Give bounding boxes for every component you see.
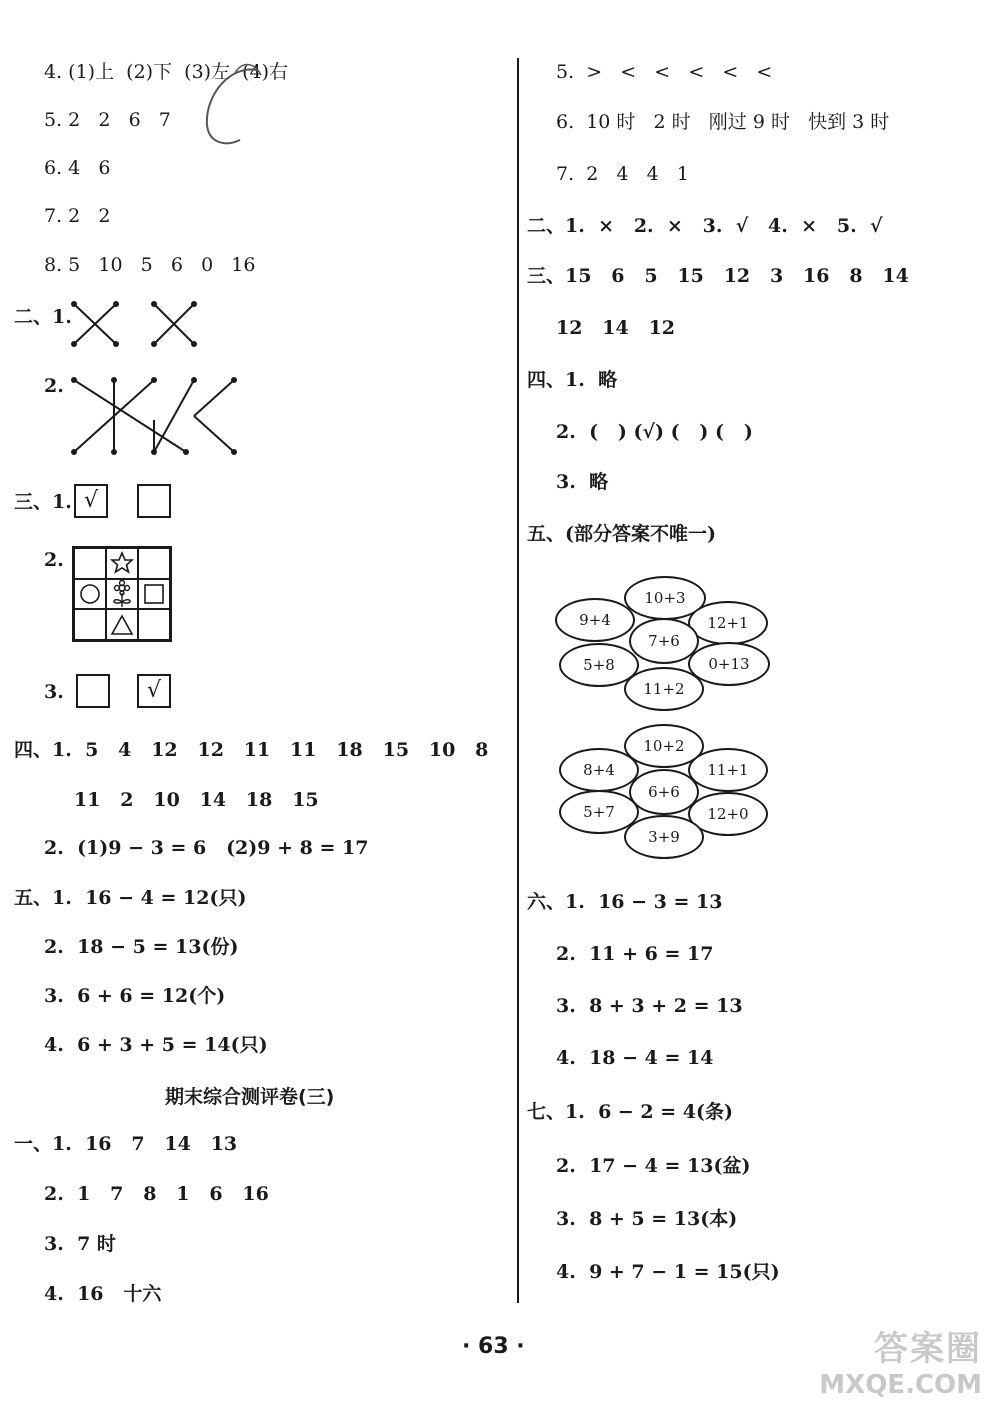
answer-line: 5. 2 2 6 7: [44, 109, 171, 131]
matching-lines-1: [66, 296, 206, 350]
answer-line: 四、1. 5 4 12 12 11 11 18 15 10 8: [14, 739, 489, 761]
pen-scribble: [195, 55, 275, 155]
flower-center: 6+6: [629, 769, 699, 815]
answer-line: 四、1. 略: [527, 369, 618, 391]
section-label: 二、1.: [14, 306, 72, 328]
answer-line: 2. ( ) (√) ( ) ( ): [556, 421, 753, 443]
flower-petal-top: 10+3: [624, 576, 706, 620]
answer-box-checked: √: [137, 674, 171, 708]
flower-petal-bottom: 11+2: [624, 667, 704, 711]
flower-petal-upper-right: 11+1: [688, 748, 768, 792]
answer-line: 4. 6 + 3 + 5 = 14(只): [44, 1034, 268, 1056]
column-divider: [517, 58, 519, 1303]
answer-line: 一、1. 16 7 14 13: [14, 1133, 238, 1155]
flower-petal-bottom: 3+9: [624, 815, 704, 859]
flower-petal-upper-left: 9+4: [555, 598, 635, 642]
square-icon: [143, 583, 165, 605]
answer-line: 3. 6 + 6 = 12(个): [44, 985, 226, 1007]
matching-lines-2: [66, 370, 246, 460]
answer-line: 8. 5 10 5 6 0 16: [44, 254, 256, 276]
answer-line: 3. 8 + 5 = 13(本): [556, 1208, 738, 1230]
answer-line: 7. 2 2: [44, 205, 111, 227]
answer-line: 2. 18 − 5 = 13(份): [44, 936, 239, 958]
star-icon: [110, 551, 134, 575]
grid-cell: [74, 579, 106, 610]
answer-line: 七、1. 6 − 2 = 4(条): [527, 1101, 734, 1123]
position-grid: [72, 546, 172, 642]
grid-cell: [74, 609, 106, 640]
answer-line: 12 14 12: [556, 317, 676, 339]
answer-box-empty: [76, 674, 110, 708]
answer-line: 2. (1)9 − 3 = 6 (2)9 + 8 = 17: [44, 837, 369, 859]
grid-cell: [106, 548, 138, 579]
answer-line: 2. 17 − 4 = 13(盆): [556, 1155, 751, 1177]
grid-cell: [138, 579, 170, 610]
triangle-icon: [110, 614, 134, 636]
answer-line: 5. > < < < < <: [556, 61, 773, 83]
grid-cell: [138, 548, 170, 579]
flower-petal-lower-left: 5+8: [559, 643, 639, 687]
answer-line: 六、1. 16 − 3 = 13: [527, 891, 723, 913]
answer-line: 4. 9 + 7 − 1 = 15(只): [556, 1261, 780, 1283]
answer-line: 五、(部分答案不唯一): [527, 523, 716, 545]
section-label: 2.: [44, 549, 64, 571]
flower-petal-upper-left: 8+4: [559, 748, 639, 792]
grid-cell: [106, 609, 138, 640]
section-label: 三、1.: [14, 491, 72, 513]
flower-petal-upper-right: 12+1: [688, 601, 768, 645]
watermark: [819, 1321, 982, 1400]
section-label: 3.: [44, 681, 64, 703]
answer-box-empty: [137, 484, 171, 518]
watermark-url: MXQE.COM: [819, 1370, 982, 1400]
grid-cell: [74, 548, 106, 579]
grid-cell: [138, 609, 170, 640]
watermark-logo-text: 答案圈: [874, 1329, 982, 1369]
answer-line: 4. 18 − 4 = 14: [556, 1047, 714, 1069]
flower-petal-lower-right: 0+13: [688, 642, 770, 686]
answer-box-checked: √: [74, 484, 108, 518]
answer-line: 2. 1 7 8 1 6 16: [44, 1183, 269, 1205]
answer-line: 2. 11 + 6 = 17: [556, 943, 714, 965]
answer-line: 6. 4 6: [44, 157, 111, 179]
flower-petal-lower-right: 12+0: [688, 792, 768, 836]
flower-petal-top: 10+2: [624, 724, 704, 768]
answer-line: 4. 16 十六: [44, 1283, 162, 1305]
flower-icon: [109, 580, 135, 608]
page-number: · 63 ·: [462, 1334, 525, 1359]
grid-cell: [106, 579, 138, 610]
answer-line: 4. (1)上 (2)下 (3)左 (4)右: [44, 61, 289, 83]
answer-line: 二、1. × 2. × 3. √ 4. × 5. √: [527, 215, 883, 237]
answer-line: 五、1. 16 − 4 = 12(只): [14, 887, 247, 909]
circle-icon: [78, 582, 102, 606]
flower-center: 7+6: [629, 618, 699, 664]
answer-line: 6. 10 时 2 时 刚过 9 时 快到 3 时: [556, 111, 890, 133]
flower-petal-lower-left: 5+7: [559, 790, 639, 834]
answer-line: 3. 7 时: [44, 1233, 116, 1255]
answer-line: 3. 略: [556, 471, 609, 493]
answer-line: 11 2 10 14 18 15: [74, 789, 319, 811]
answer-line: 3. 8 + 3 + 2 = 13: [556, 995, 743, 1017]
answer-line: 三、15 6 5 15 12 3 16 8 14: [527, 265, 909, 287]
section-title: 期末综合测评卷(三): [165, 1086, 335, 1108]
section-label: 2.: [44, 375, 64, 397]
answer-line: 7. 2 4 4 1: [556, 163, 689, 185]
